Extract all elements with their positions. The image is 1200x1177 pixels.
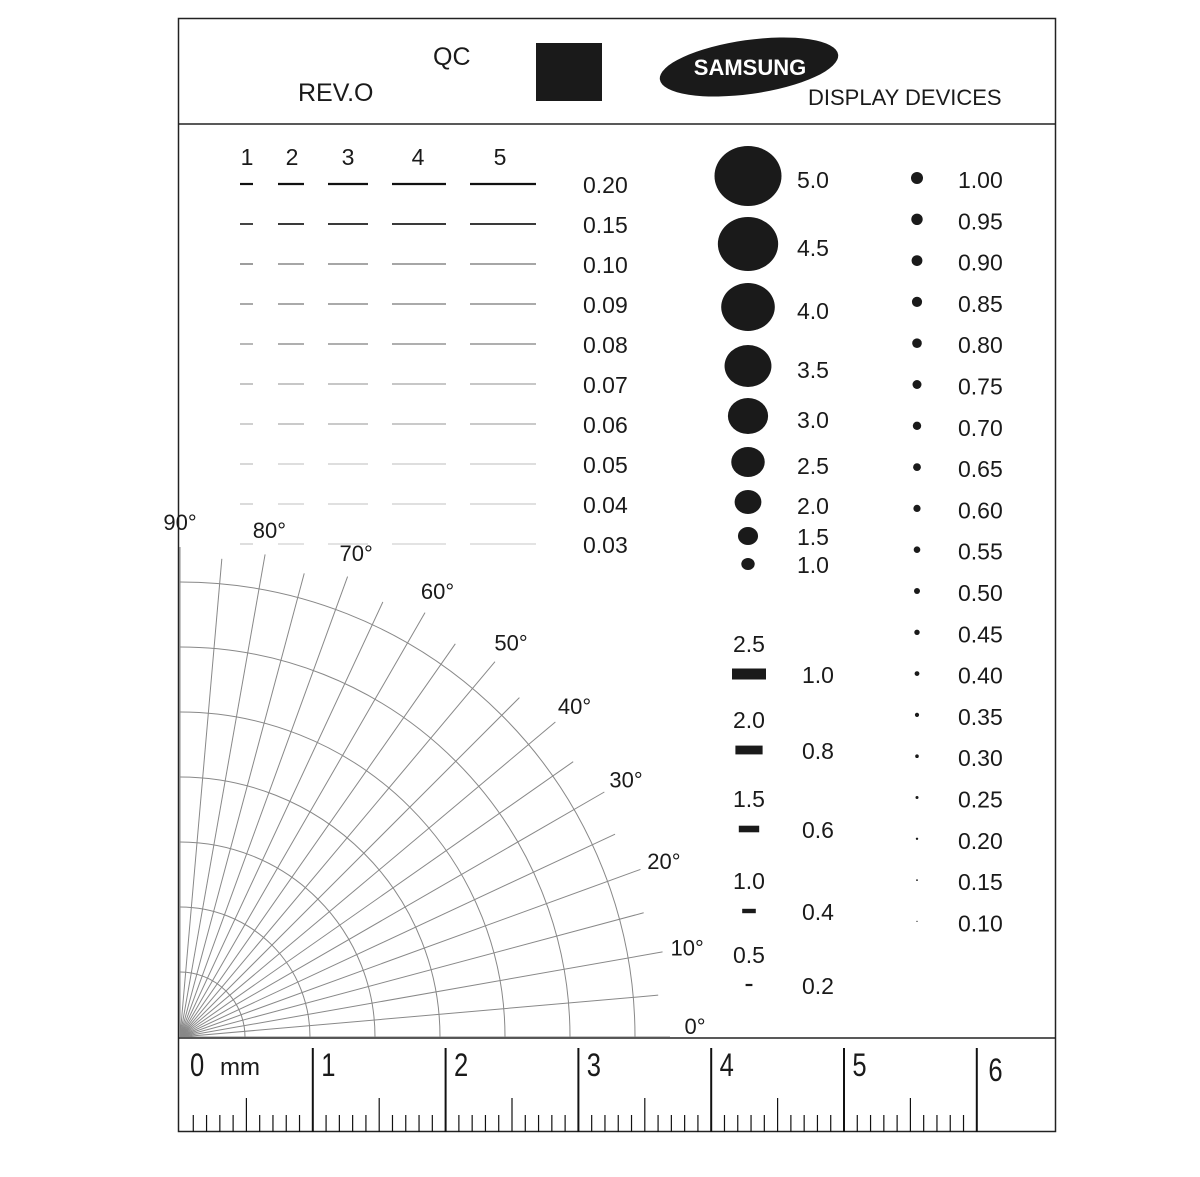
gauge-dot <box>738 527 758 545</box>
dot-size-label: 3.5 <box>797 357 829 383</box>
gauge-dot <box>911 214 922 225</box>
line-width-label: 0.09 <box>583 292 628 318</box>
gauge-dot <box>725 345 772 387</box>
svg-text:SAMSUNG: SAMSUNG <box>693 55 807 80</box>
dot-size-label: 0.60 <box>958 497 1003 524</box>
angle-label: 40° <box>557 693 592 719</box>
angle-ray <box>180 573 304 1037</box>
gauge-dot <box>731 447 765 477</box>
gauge-dot <box>913 422 921 430</box>
bar-length-label: 2.5 <box>733 631 765 657</box>
gauge-dot <box>715 146 782 206</box>
dot-size-label: 4.0 <box>797 298 829 324</box>
gauge-dot <box>912 338 922 348</box>
angle-label: 60° <box>420 578 455 604</box>
qc-label: QC <box>433 43 471 71</box>
dot-size-label: 0.30 <box>958 745 1003 772</box>
bar-length-label: 1.0 <box>733 868 765 894</box>
angle-ray <box>180 913 644 1037</box>
angle-label: 10° <box>670 935 704 961</box>
line-width-label: 0.08 <box>583 332 628 358</box>
angle-label: 70° <box>339 541 373 567</box>
gauge-dot <box>914 630 919 635</box>
gauge-dot <box>913 463 921 471</box>
gauge-dot <box>915 713 919 717</box>
gauge-bar <box>742 909 756 913</box>
gauge-bar <box>746 984 753 986</box>
dot-size-label: 5.0 <box>797 167 829 193</box>
dot-size-label: 3.0 <box>797 407 829 433</box>
line-column-label: 4 <box>411 144 425 170</box>
dot-size-label: 0.90 <box>958 249 1003 276</box>
gauge-dot <box>741 558 754 570</box>
gauge-bar <box>732 669 766 680</box>
dot-size-label: 0.95 <box>958 208 1003 235</box>
dot-size-label: 1.0 <box>797 552 829 578</box>
ruler-number: 0 <box>190 1048 205 1084</box>
line-column-label: 1 <box>240 144 254 170</box>
gauge-dot <box>735 490 762 514</box>
gauge-dot <box>914 588 920 594</box>
gauge-dot <box>913 505 920 512</box>
dot-size-label: 0.10 <box>958 910 1003 937</box>
gauge-dot <box>913 380 922 389</box>
dot-size-label: 0.55 <box>958 538 1003 565</box>
gauge-dot <box>914 546 921 553</box>
angle-ray <box>180 559 222 1037</box>
gauge-dot <box>915 754 919 758</box>
bar-width-label: 1.0 <box>802 662 834 688</box>
line-column-label: 2 <box>285 144 299 170</box>
ruler-number: 5 <box>852 1048 867 1084</box>
angle-ray <box>180 577 348 1037</box>
gauge-dot <box>916 879 918 881</box>
angle-ray <box>180 869 640 1037</box>
bar-width-label: 0.2 <box>802 973 834 999</box>
dot-size-label: 0.65 <box>958 456 1003 483</box>
gauge-bar <box>735 746 762 755</box>
bar-width-label: 0.6 <box>802 817 834 843</box>
gauge-dot <box>718 217 778 271</box>
dot-size-label: 0.15 <box>958 869 1003 896</box>
dot-size-label: 1.00 <box>958 167 1003 193</box>
dot-size-label: 0.75 <box>958 373 1003 400</box>
angle-label: 80° <box>252 517 287 543</box>
line-width-label: 0.05 <box>583 452 628 478</box>
bar-width-label: 0.4 <box>802 899 834 925</box>
dot-size-label: 0.70 <box>958 414 1003 441</box>
dot-size-label: 0.50 <box>958 580 1003 606</box>
line-width-label: 0.04 <box>583 492 628 518</box>
gauge-dot <box>911 172 923 184</box>
angle-label: 0° <box>684 1014 706 1039</box>
angle-label: 20° <box>647 848 681 874</box>
angle-label: 90° <box>163 510 197 535</box>
bar-length-label: 1.5 <box>733 786 765 812</box>
angle-label: 30° <box>609 767 643 793</box>
gauge-dot <box>912 297 922 307</box>
bar-width-label: 0.8 <box>802 738 834 764</box>
angle-ray <box>180 613 425 1037</box>
ruler-number: 1 <box>321 1048 336 1084</box>
line-width-label: 0.10 <box>583 252 628 278</box>
dot-size-label: 0.40 <box>958 662 1003 689</box>
line-width-label: 0.20 <box>583 172 628 198</box>
ruler-number: 4 <box>719 1048 734 1084</box>
line-width-label: 0.03 <box>583 532 628 558</box>
dot-size-label: 2.0 <box>797 493 829 519</box>
ruler-number: 2 <box>454 1048 469 1084</box>
ruler-number: 3 <box>586 1048 602 1084</box>
angle-ray <box>180 602 383 1037</box>
gauge-dot <box>916 921 917 922</box>
dot-size-label: 0.85 <box>958 290 1003 317</box>
line-column-label: 5 <box>493 144 507 170</box>
dot-size-label: 1.5 <box>797 524 829 550</box>
angle-ray <box>180 995 658 1037</box>
qc-stamp-box <box>536 43 602 101</box>
ruler-unit-label: mm <box>220 1054 260 1081</box>
angle-ray <box>180 792 604 1037</box>
angle-ray <box>180 834 615 1037</box>
ruler-number: 6 <box>988 1053 1003 1089</box>
gauge-dot <box>915 671 920 676</box>
dot-size-label: 0.20 <box>958 827 1003 854</box>
dot-size-label: 0.45 <box>958 621 1003 648</box>
dot-size-label: 0.35 <box>958 703 1003 730</box>
display-devices-label: DISPLAY DEVICES <box>808 85 1002 110</box>
line-width-label: 0.06 <box>583 412 628 438</box>
dot-size-label: 0.25 <box>958 786 1003 813</box>
line-width-label: 0.07 <box>583 372 628 398</box>
dot-size-label: 0.80 <box>958 332 1003 359</box>
line-width-label: 0.15 <box>583 212 628 238</box>
line-column-label: 3 <box>341 144 355 170</box>
gauge-dot <box>916 838 918 840</box>
bar-length-label: 0.5 <box>733 942 765 968</box>
gauge-dot <box>912 255 923 266</box>
bar-length-label: 2.0 <box>733 707 765 733</box>
dot-size-label: 4.5 <box>797 235 829 261</box>
revision-label: REV.O <box>298 79 374 107</box>
gauge-dot <box>916 796 919 799</box>
gauge-dot <box>728 398 768 434</box>
gauge-dot <box>721 283 775 331</box>
dot-size-label: 2.5 <box>797 453 829 479</box>
angle-label: 50° <box>494 630 528 656</box>
gauge-bar <box>739 826 759 833</box>
